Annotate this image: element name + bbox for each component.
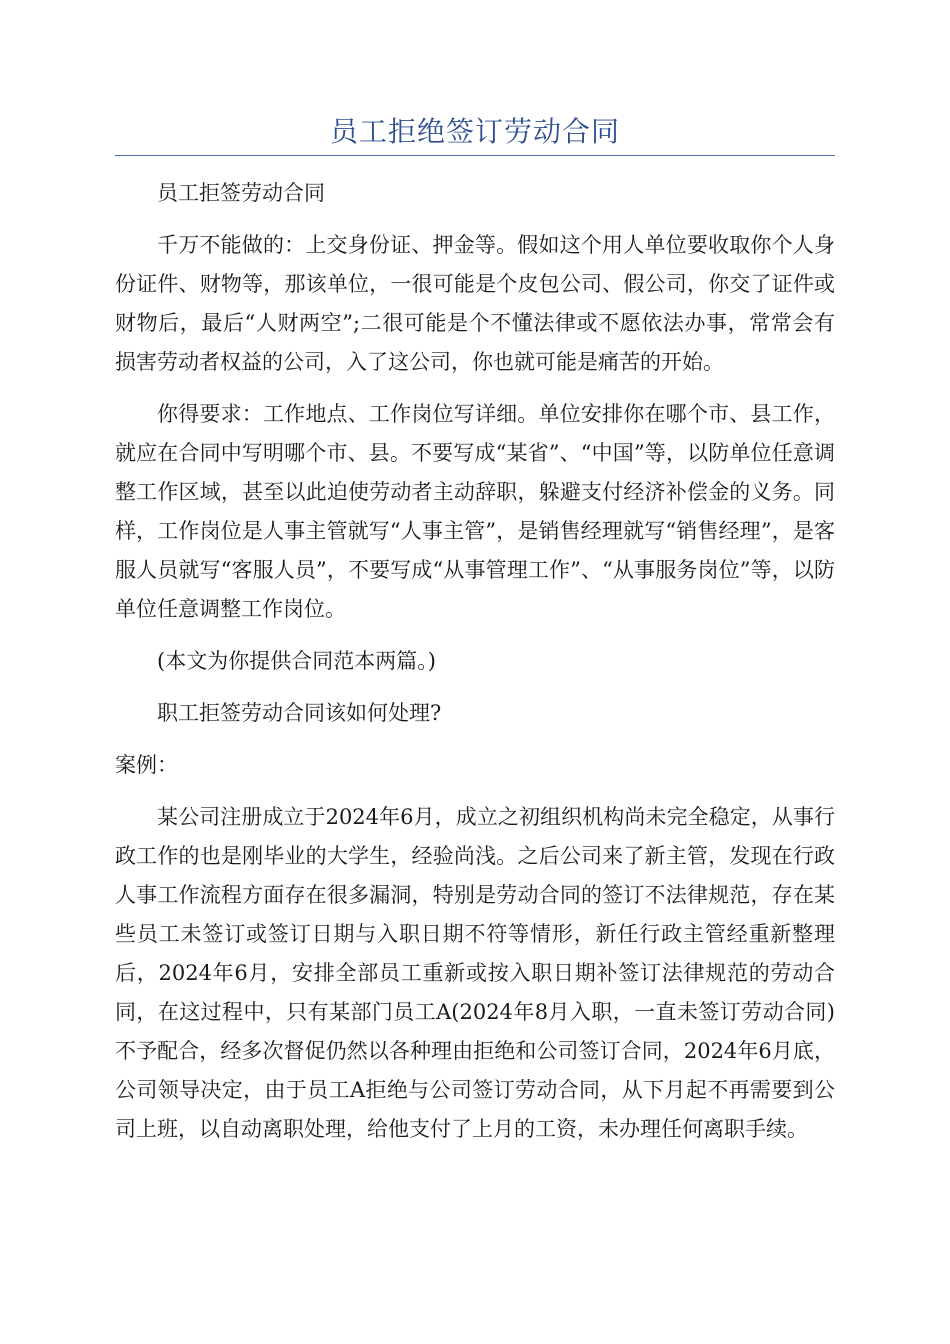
title-divider: [115, 155, 835, 156]
document-body: [115, 174, 835, 1162]
paragraph-subtitle: 员工拒签劳动合同: [157, 181, 325, 205]
paragraph-case-body: 某公司注册成立于2024年6月，成立之初组织机构尚未完全稳定，从事行政工作的也是刚毕业的大学生，经验尚浅。之后公司来了新主管，发现在行政人事工作流程方面存在很多漏洞，特别是劳动合同的签订不法律规范，存在某些员工未签订或签订日期与入职日期不符等情形，新任行政主管经重新整理后，2024年6月，安排全部员工重新或按入职日期补签订法律规范的劳动合同，在这过程中，只有某部门员工A(2024年8月入职，一直未签订劳动合同)不予配合，经多次督促仍然以各种理由拒绝和公司签订合同，2024年6月底，公司领导决定，由于员工A拒绝与公司签订劳动合同，从下月起不再需要到公司上班，以自动离职处理，给他支付了上月的工资，未办理任何离职手续。: [115, 805, 835, 1141]
paragraph-requirements: 你得要求：工作地点、工作岗位写详细。单位安排你在哪个市、县工作，就应在合同中写明哪个市、县。不要写成“某省”、“中国”等，以防单位任意调整工作区域，甚至以此迫使劳动者主动辞职，躲避支付经济补偿金的义务。同样，工作岗位是人事主管就写“人事主管”，是销售经理就写“销售经理”，是客服人员就写“客服人员”，不要写成“从事管理工作”、“从事服务岗位”等，以防单位任意调整工作岗位。: [115, 402, 835, 621]
paragraph-question: 职工拒签劳动合同该如何处理?: [157, 701, 442, 725]
paragraph-dont-do: 千万不能做的：上交身份证、押金等。假如这个用人单位要收取你个人身份证件、财物等，那该单位，一很可能是个皮包公司、假公司，你交了证件或财物后，最后“人财两空”;二很可能是个不懂法律或不愿依法办事，常常会有损害劳动者权益的公司，入了这公司，你也就可能是痛苦的开始。: [115, 233, 835, 374]
paragraph-note: (本文为你提供合同范本两篇。): [157, 649, 436, 673]
document-title: 员工拒绝签订劳动合同: [329, 115, 620, 148]
paragraph-case-label: 案例：: [115, 753, 178, 777]
